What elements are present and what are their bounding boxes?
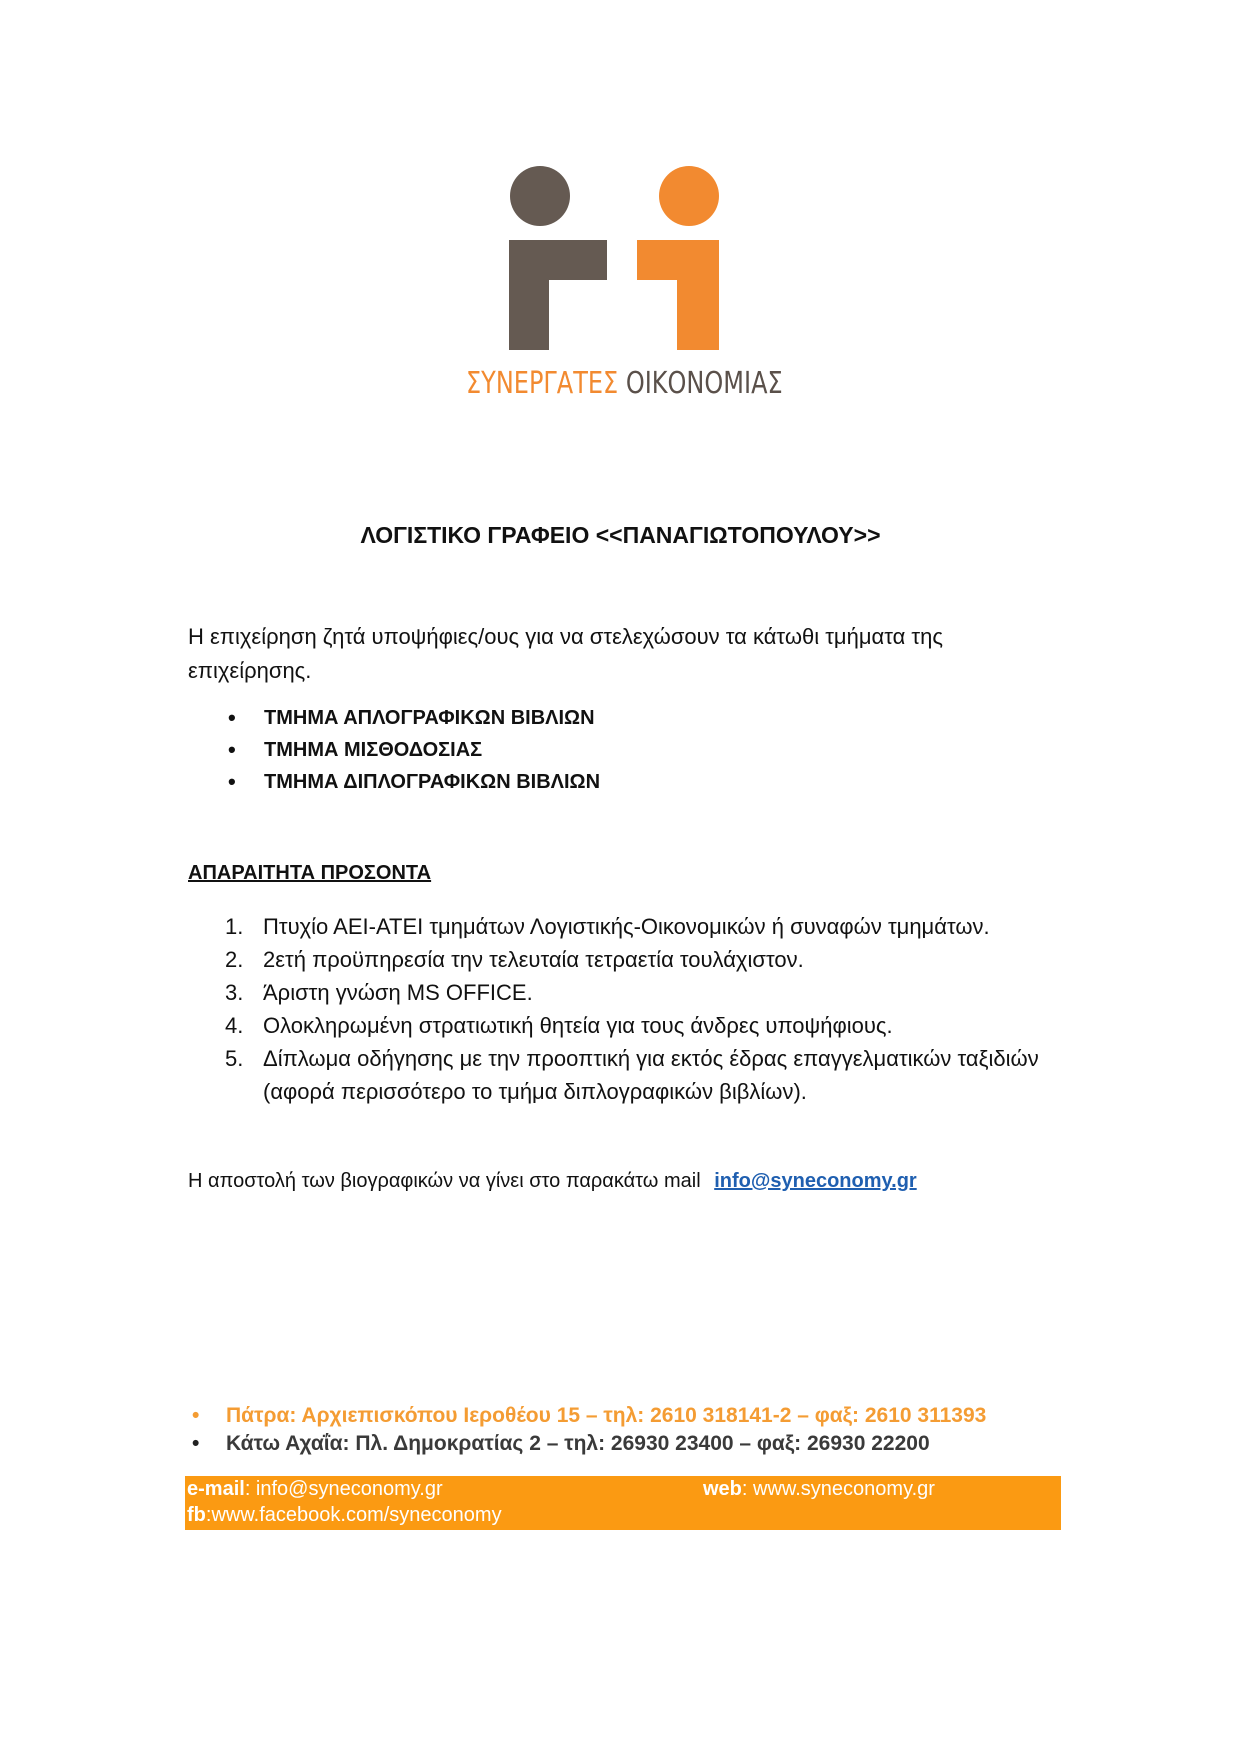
logo-wordmark [466,366,783,401]
departments-list [228,702,600,798]
mail-text: Η αποστολή των βιογραφικών να γίνει στο παρακάτω mail [188,1170,701,1192]
list-item: • ΤΜΗΜΑ ΑΠΛΟΓΡΑΦΙΚΩΝ ΒΙΒΛΙΩΝ [228,702,600,734]
contact-bar [185,1476,1061,1530]
fb-row [187,1504,502,1527]
web-row [703,1478,935,1501]
item-number: 5. [225,1046,244,1071]
logo-word-2: ΟΙΚΟΝΟΜΙΑΣ [625,366,783,401]
item-text: Ολοκληρωμένη στρατιωτική θητεία για τους άνδρες υποψήφιους. [263,1013,893,1038]
fb-value[interactable]: :www.facebook.com/syneconomy [205,1504,502,1526]
fb-label: fb [187,1504,206,1526]
list-item [225,910,1065,943]
page-title: ΛΟΓΙΣΤΙΚΟ ΓΡΑΦΕΙΟ <<ΠΑΝΑΓΙΩΤΟΠΟΥΛΟΥ>> [360,522,881,548]
list-item [225,1009,1065,1042]
addresses-list [192,1402,986,1458]
address-kato-achaia: • Κάτω Αχαΐα: Πλ. Δημοκρατίας 2 – τηλ: 26930 23400 – φαξ: 26930 22200 [192,1430,986,1458]
item-number: 4. [225,1013,244,1038]
mail-instruction [188,1170,917,1193]
list-item: • ΤΜΗΜΑ ΜΙΣΘΟΔΟΣΙΑΣ [228,734,600,766]
requirements-heading: ΑΠΑΡΑΙΤΗΤΑ ΠΡΟΣΟΝΤΑ [188,862,432,884]
list-item [225,943,1065,976]
item-text: Πτυχίο ΑΕΙ-ΑΤΕΙ τμημάτων Λογιστικής-Οικονομικών ή συναφών τμημάτων. [263,914,990,939]
item-text: Άριστη γνώση MS OFFICE. [263,980,533,1005]
item-text: 2ετή προϋπηρεσία την τελευταία τετραετία τουλάχιστον. [263,947,804,972]
web-value[interactable]: : www.syneconomy.gr [741,1478,935,1500]
item-number: 1. [225,914,244,939]
email-row [187,1478,443,1501]
intro-paragraph: Η επιχείρηση ζητά υποψήφιες/ους για να στελεχώσουν τα κάτωθι τμήματα της επιχείρησης. [188,624,943,683]
company-logo [505,165,785,400]
item-number: 3. [225,980,244,1005]
address-patra: • Πάτρα: Αρχιεπισκόπου Ιεροθέου 15 – τηλ: 2610 318141-2 – φαξ: 2610 311393 [192,1402,986,1430]
email-value[interactable]: : info@syneconomy.gr [244,1478,443,1500]
requirements-list [225,910,1065,1108]
web-label: web [703,1478,742,1500]
item-number: 2. [225,947,244,972]
email-link[interactable]: info@syneconomy.gr [714,1170,917,1192]
logo-word-1: ΣΥΝΕΡΓΑΤΕΣ [466,366,619,401]
email-label: e-mail [187,1478,245,1500]
list-item [225,1042,1065,1108]
list-item [225,976,1065,1009]
list-item: • ΤΜΗΜΑ ΔΙΠΛΟΓΡΑΦΙΚΩΝ ΒΙΒΛΙΩΝ [228,766,600,798]
item-text: Δίπλωμα οδήγησης με την προοπτική για εκτός έδρας επαγγελματικών ταξιδιών (αφορά περισσότερο το τμήμα διπλογραφικών βιβλίων). [263,1046,1039,1104]
